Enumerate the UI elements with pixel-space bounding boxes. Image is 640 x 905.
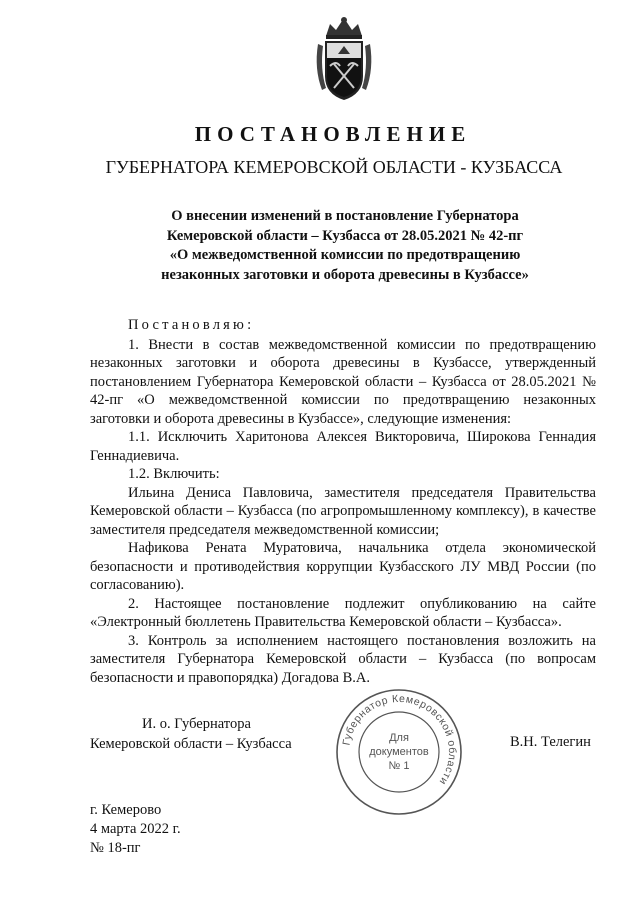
paragraph-1-1: 1.1. Исключить Харитонова Алексея Викторовича, Широкова Геннадия Геннадиевича. [90, 429, 596, 464]
signatory-position [90, 714, 292, 754]
footer-number: № 18-пг [90, 840, 141, 856]
paragraph-1-2-b: Нафикова Рената Муратовича, начальника отдела экономической безопасности и противодействия коррупции Кузбасского ЛУ МВД России (по согласованию). [90, 540, 596, 593]
paragraph-2: 2. Настоящее постановление подлежит опубликованию на сайте «Электронный бюллетень Правительства Кемеровской области – Кузбасса». [90, 595, 596, 630]
position-line: Кемеровской области – Кузбасса [90, 736, 292, 752]
paragraph-1: 1. Внести в состав межведомственной комиссии по предотвращению незаконных заготовки и оборота древесины в Кузбассе, утвержденный постановлением Губернатора Кемеровской области – Кузбасса от 28.05.2021 № 42-пг «О межведомственной комиссии по предотвращению незаконных заготовки и оборота древесины в Кузбассе», следующие изменения: [90, 336, 596, 427]
document-subject [120, 207, 570, 285]
footer-date: 4 марта 2022 г. [90, 821, 181, 837]
document-type-title: ПОСТАНОВЛЕНИЕ [194, 122, 472, 146]
document-author: ГУБЕРНАТОРА КЕМЕРОВСКОЙ ОБЛАСТИ - КУЗБАССА [105, 157, 563, 177]
subject-line: незаконных заготовки и оборота древесины в Кузбассе» [161, 266, 529, 283]
stamp-center-text: документов [369, 746, 429, 758]
document-footer [90, 801, 181, 858]
subject-line: «О межведомственной комиссии по предотвращению [169, 247, 521, 263]
paragraph-1-2: 1.2. Включить: [128, 466, 220, 482]
position-line: И. о. Губернатора [142, 716, 251, 732]
official-stamp [333, 686, 465, 818]
paragraph-3: 3. Контроль за исполнением настоящего постановления возложить на заместителя Губернатора Кемеровской области – Кузбасса (по вопросам безопасности и правопорядка) Догадова В.А. [90, 632, 596, 686]
subject-line: Кемеровской области – Кузбасса от 28.05.2021 № 42-пг [166, 227, 524, 244]
decree-word: Постановляю: [128, 317, 255, 333]
subject-line: О внесении изменений в постановление Губернатора [171, 208, 519, 224]
signatory-name: В.Н. Телегин [510, 734, 591, 750]
paragraph-1-2-a: Ильина Дениса Павловича, заместителя председателя Правительства Кемеровской области – Кузбасса (по агропромышленному комплексу), в качестве заместителя председателя межведомственной комиссии; [90, 484, 596, 538]
coat-of-arms-icon [312, 14, 376, 102]
footer-city: г. Кемерово [90, 802, 162, 818]
stamp-ring-text: Губернатор Кемеровской области [340, 692, 459, 788]
stamp-center-text: Для [389, 732, 409, 744]
stamp-center-text: № 1 [388, 760, 410, 772]
document-body [90, 316, 596, 687]
